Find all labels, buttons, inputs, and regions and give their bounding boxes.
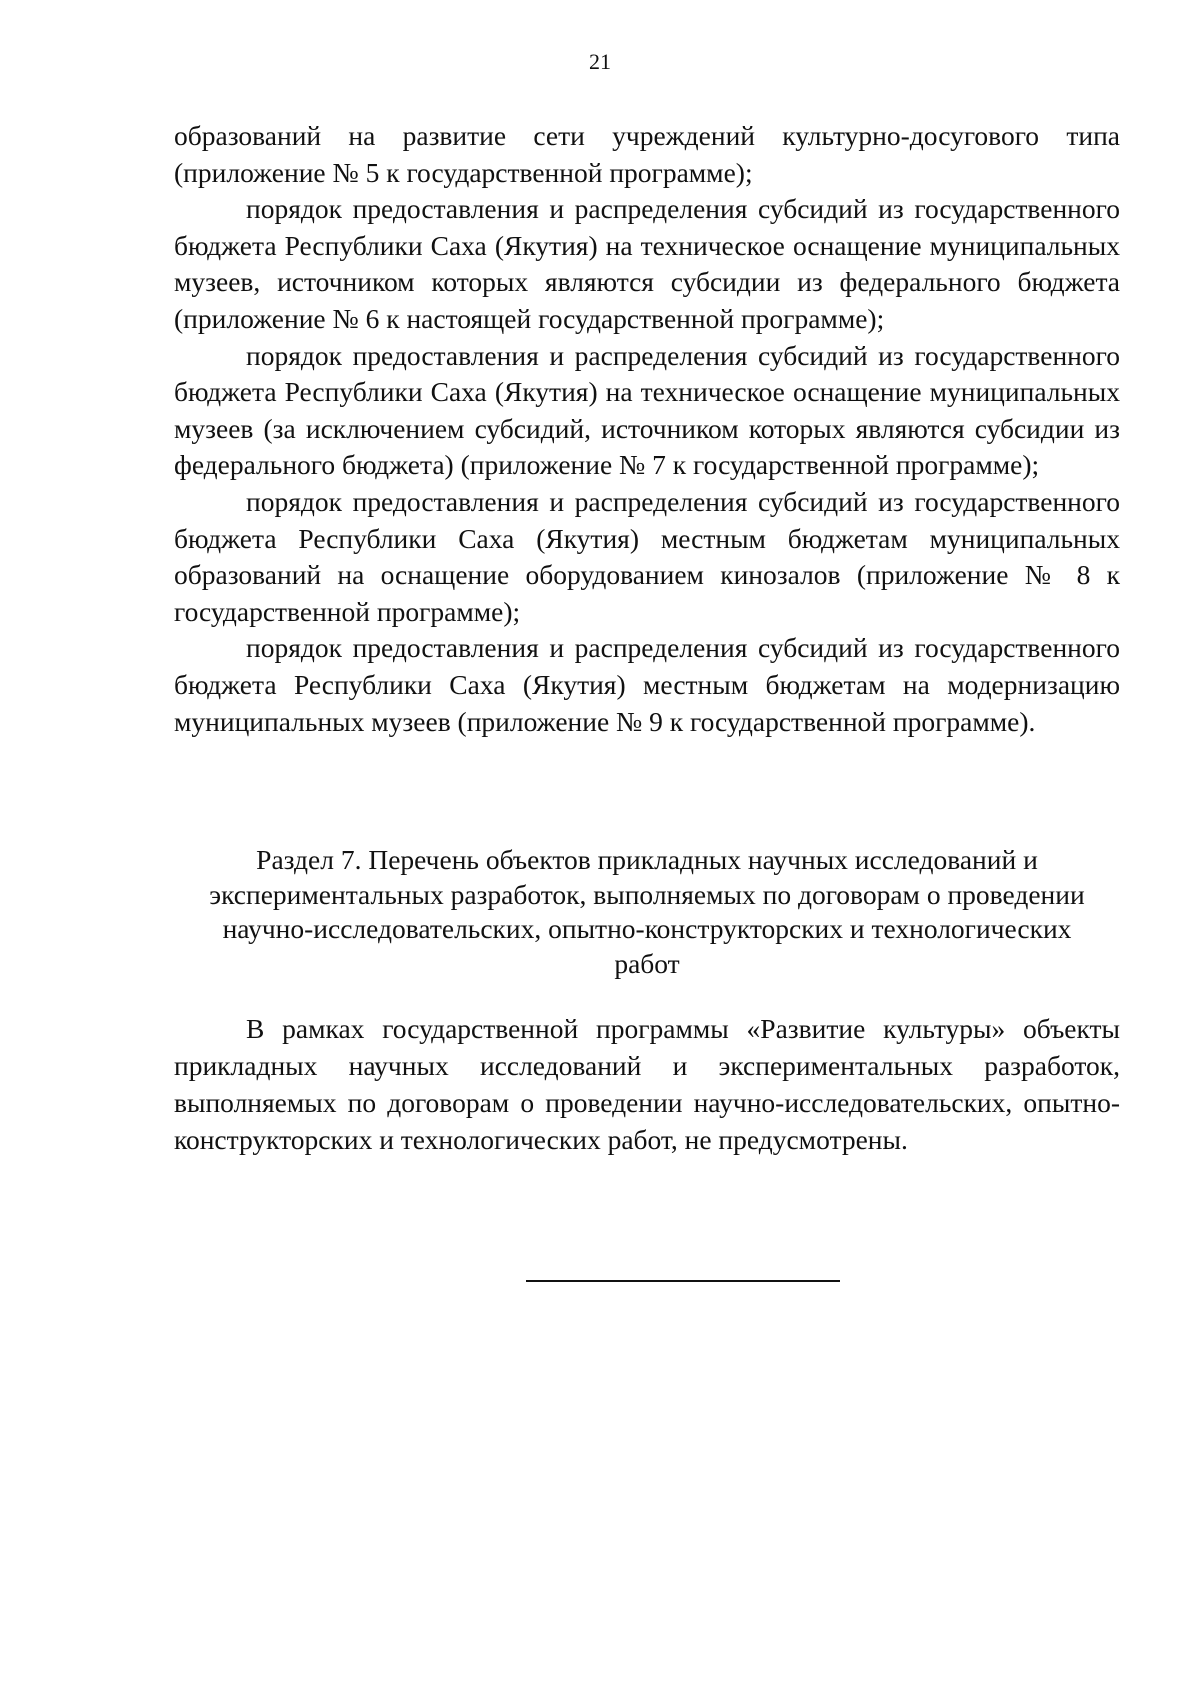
paragraph-continuation: образований на развитие сети учреждений культурно-досугового типа (приложение № 5 к государственной программе); xyxy=(174,120,1120,188)
paragraph-appendix-7: порядок предоставления и распределения субсидий из государственного бюджета Республики Саха (Якутия) на техническое оснащение муниципальных музеев (за исключением субсидий, источником которых являются субсидии из федерального бюджета) (приложение № 7 к государственной программе); xyxy=(174,339,1120,481)
section-heading-line: экспериментальных разработок, выполняемых по договорам о проведении xyxy=(209,878,1085,910)
section-heading-line: научно-исследовательских, опытно-конструкторских и технологических xyxy=(222,913,1072,944)
paragraph-appendix-9: порядок предоставления и распределения субсидий из государственного бюджета Республики Саха (Якутия) местным бюджетам на модернизацию муниципальных музеев (приложение № 9 к государственной программе). xyxy=(174,632,1120,737)
end-separator-line xyxy=(526,1280,840,1282)
section-paragraph: В рамках государственной программы «Развитие культуры» объекты прикладных научных исследований и экспериментальных разработок, выполняемых по договорам о проведении научно-исследовательских, опытно-конструкторских и технологических работ, не предусмотрены. xyxy=(174,1013,1120,1155)
paragraph-appendix-6: порядок предоставления и распределения субсидий из государственного бюджета Республики Саха (Якутия) на техническое оснащение муниципальных музеев, источником которых являются субсидии из федерального бюджета (приложение № 6 к настоящей государственной программе); xyxy=(174,193,1120,334)
paragraph-appendix-8: порядок предоставления и распределения субсидий из государственного бюджета Республики Саха (Якутия) местным бюджетам муниципальных образований на оснащение оборудованием кинозалов (приложение № 8 к государственной программе); xyxy=(174,485,1120,627)
section-heading-line: Раздел 7. Перечень объектов прикладных научных исследований и xyxy=(256,844,1038,875)
section-heading xyxy=(174,843,1120,981)
section-heading-line: работ xyxy=(614,947,680,979)
page-number: 21 xyxy=(589,49,611,74)
section-body xyxy=(174,1010,1120,1158)
body-text xyxy=(174,118,1120,740)
